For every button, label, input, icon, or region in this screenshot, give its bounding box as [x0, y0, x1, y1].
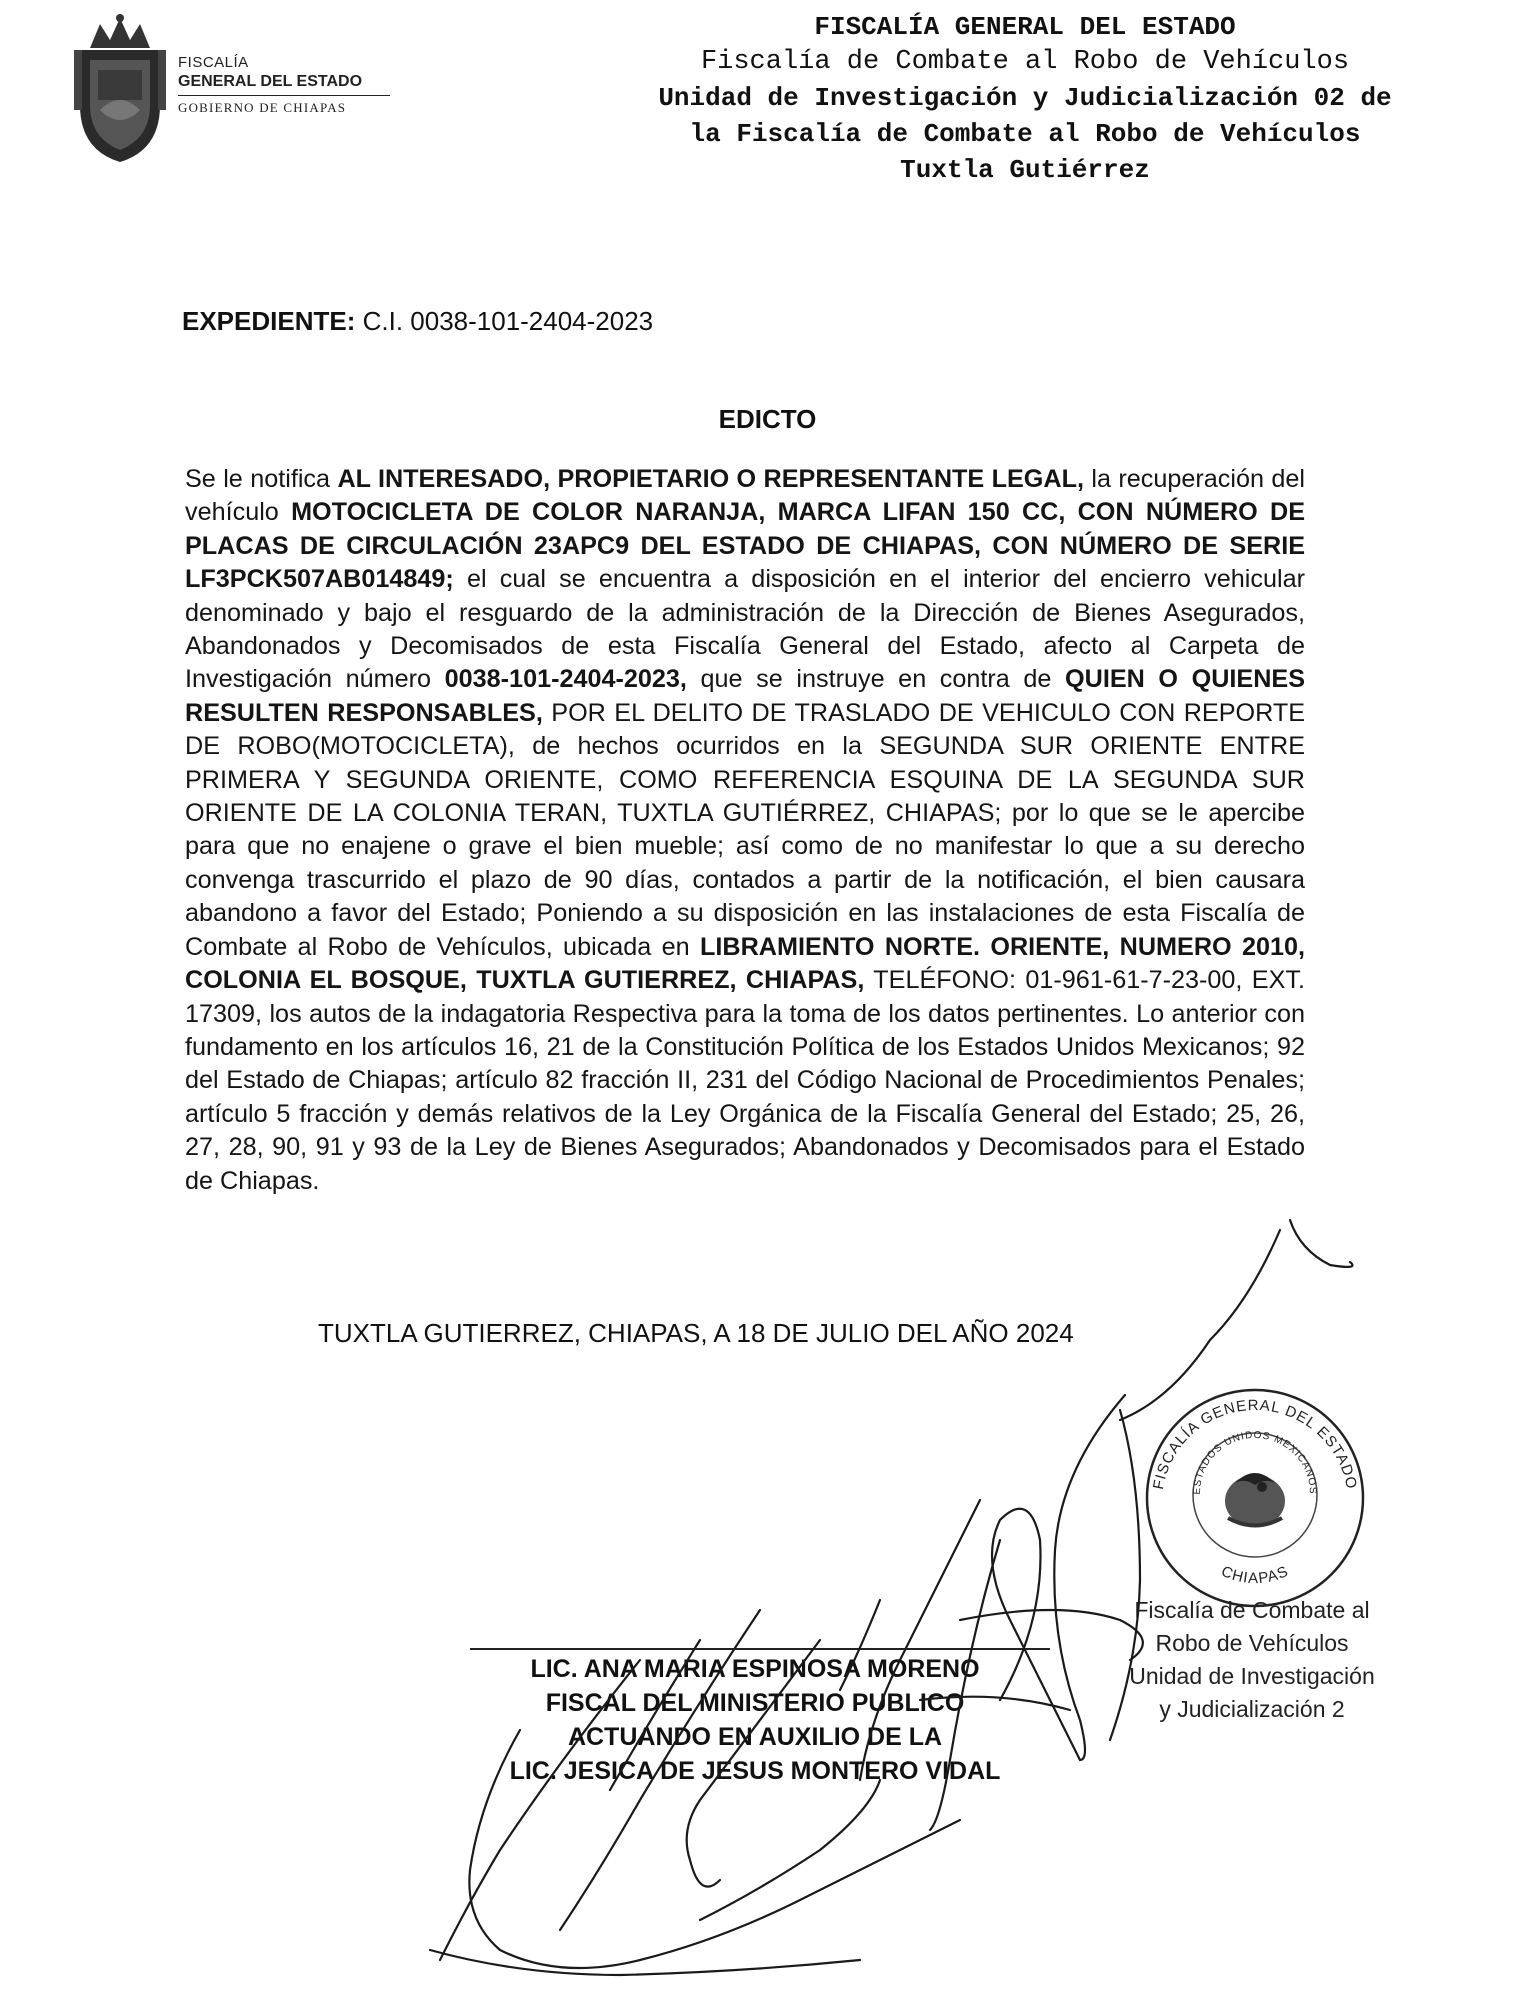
unit-stamp-line-4: y Judicialización 2 [1159, 1696, 1345, 1722]
signature-line [470, 1648, 1050, 1650]
signer-principal: LIC. JESICA DE JESUS MONTERO VIDAL [509, 1757, 1001, 1785]
logo-line-1: FISCALÍA [178, 54, 249, 71]
unit-stamp [1092, 1594, 1412, 1726]
seal-bottom-text: CHIAPAS [1218, 1562, 1292, 1588]
date-line: TUXTLA GUTIERREZ, CHIAPAS, A 18 DE JULIO DEL AÑO 2024 [318, 1318, 1074, 1348]
header-line-5: Tuxtla Gutiérrez [900, 155, 1150, 185]
body-text-4: que se instruye en contra de [686, 665, 1066, 694]
body-paragraph [185, 463, 1305, 1198]
body-text-2: la recuperación del vehículo [185, 465, 1306, 527]
case-number [182, 306, 653, 337]
body-text-5: POR EL DELITO DE TRASLADO DE VEHICULO CON REPORTE DE ROBO(MOTOCICLETA), de hechos ocurridos en la SEGUNDA SUR ORIENTE ENTRE PRIMERA Y SEGUNDA ORIENTE, COMO REFERENCIA ESQUINA DE LA SEGUNDA SUR ORIENTE DE LA COLONIA TERAN, TUXTLA GUTIÉRREZ, CHIAPAS; por lo que se le apercibe para que no enajene o grave el bien mueble; así como de no manifestar lo que a su derecho convenga trascurrido el plazo de 90 días, contados a partir de la notificación, el bien causara abandono a favor del Estado; Poniendo a su disposición en las instalaciones de esta Fiscalía de Combate al Robo de Vehículos, ubicada en [185, 698, 1306, 961]
signer-title: FISCAL DEL MINISTERIO PUBLICO [545, 1689, 965, 1717]
official-seal [1140, 1383, 1370, 1613]
letterhead [555, 10, 1495, 188]
agency-logo [60, 10, 400, 170]
seal-inner-text: ESTADOS UNIDOS MEXICANOS [1191, 1429, 1319, 1495]
logo-line-3: GOBIERNO DE CHIAPAS [178, 100, 347, 115]
header-line-2: Fiscalía de Combate al Robo de Vehículos [700, 47, 1350, 77]
case-number-value: C.I. 0038-101-2404-2023 [355, 306, 654, 336]
body-text-3: el cual se encuentra a disposición en el interior del encierro vehicular denominado y bajo el resguardo de la administración de la Dirección de Bienes Asegurados, Abandonados y Decomisados de esta Fiscalía General del Estado, afecto al Carpeta de Investigación número [185, 565, 1305, 694]
signer-role: ACTUANDO EN AUXILIO DE LA [567, 1723, 943, 1751]
body-bold-2: MOTOCICLETA DE COLOR NARANJA, MARCA LIFAN 150 CC, CON NÚMERO DE PLACAS DE CIRCULACIÓN 23APC9 DEL ESTADO DE CHIAPAS, CON NÚMERO DE SERIE LF3PCK507AB014849; [185, 498, 1306, 594]
body-bold-4: QUIEN O QUIENES RESULTEN RESPONSABLES, [185, 665, 1305, 727]
unit-stamp-line-2: Robo de Vehículos [1155, 1630, 1349, 1656]
body-text-1: Se le notifica [185, 465, 338, 493]
body-text-6: TELÉFONO: 01-961-61-7-23-00, EXT. 17309, los autos de la indagatoria Respectiva para la toma de los datos pertinentes. Lo anterior con fundamento en los artículos 16, 21 de la Constitución Política de los Estados Unidos Mexicanos; 92 del Estado de Chiapas; artículo 82 fracción II, 231 del Código Nacional de Procedimientos Penales; artículo 5 fracción y demás relativos de la Ley Orgánica de la Fiscalía General del Estado; 25, 26, 27, 28, 90, 91 y 93 de la Ley de Bienes Asegurados; Abandonados y Decomisados para el Estado de Chiapas. [185, 966, 1305, 1195]
body-bold-3: 0038-101-2404-2023, [444, 665, 687, 694]
signer-name: LIC. ANA MARIA ESPINOSA MORENO [530, 1655, 980, 1683]
eagle-emblem-icon [1225, 1473, 1285, 1527]
body-bold-1: AL INTERESADO, PROPIETARIO O REPRESENTANTE LEGAL, [337, 465, 1084, 493]
unit-stamp-line-1: Fiscalía de Combate al [1134, 1597, 1370, 1623]
logo-divider [178, 95, 390, 96]
seal-outer-text: FISCALÍA GENERAL DEL ESTADO [1149, 1396, 1361, 1491]
coat-of-arms-icon [60, 10, 180, 165]
case-number-label: EXPEDIENTE: [182, 306, 356, 336]
header-line-1: FISCALÍA GENERAL DEL ESTADO [814, 12, 1236, 42]
signature-block [455, 1652, 1055, 1788]
logo-line-2: GENERAL DEL ESTADO [178, 73, 363, 90]
body-bold-5: LIBRAMIENTO NORTE. ORIENTE, NUMERO 2010, COLONIA EL BOSQUE, TUXTLA GUTIERREZ, CHIAPAS, [185, 932, 1305, 995]
header-line-3: Unidad de Investigación y Judicialización 02 de [658, 83, 1392, 113]
document-title: EDICTO [718, 404, 817, 434]
header-line-4: la Fiscalía de Combate al Robo de Vehículos [689, 119, 1361, 149]
unit-stamp-line-3: Unidad de Investigación [1129, 1663, 1375, 1689]
